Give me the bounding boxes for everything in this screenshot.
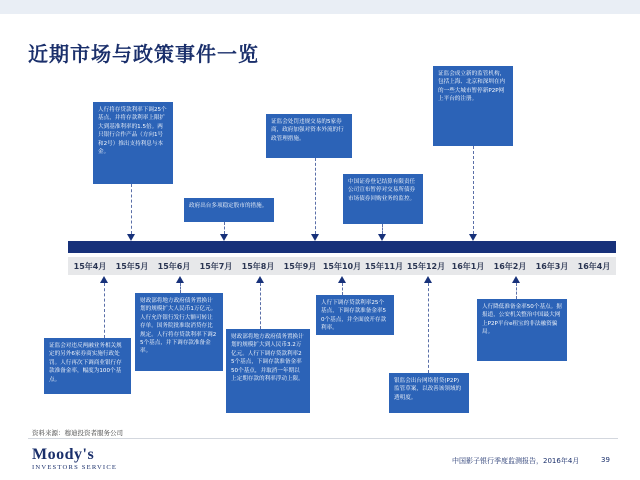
event-box: 证监会处罚违规交易的5家券商，政府加强对资本外流的行政管理措施。 (266, 114, 352, 158)
connector-line (104, 283, 106, 338)
connector-line (260, 283, 262, 329)
connector-arrow (176, 276, 184, 283)
connector-arrow (512, 276, 520, 283)
connector-line (224, 222, 226, 234)
month-label: 15年5月 (115, 262, 149, 271)
event-box: 银监会出台网络借贷(P2P)监管草案，以改善该领域的透明度。 (389, 373, 469, 413)
moodys-logo (32, 447, 117, 472)
connector-line (516, 283, 518, 299)
connector-line (428, 283, 430, 373)
event-box: 中国证券登记结算有限责任公司宣布暂停对交易所债券市场债券回购业务的监控。 (343, 174, 423, 224)
event-box: 政府出台多项稳定股市的措施。 (184, 198, 274, 222)
month-label: 16年2月 (493, 262, 527, 271)
logo-sub-text: INVESTORS SERVICE (32, 464, 118, 471)
event-box: 财政部将地方政府债务置换计划的规模扩大到人民币3.2万亿元。人行下调存贷款利率25个基点，下调存款准备金率50个基点，并取消一年期以上定期存款的利率浮动上限。 (226, 329, 310, 413)
logo-main-text: Moody's (32, 446, 95, 463)
connector-arrow (100, 276, 108, 283)
event-box: 人行下调存贷款利率25个基点，下调存款准备金率50个基点，并全面放开存款利率。 (316, 295, 394, 335)
event-box: 人行降低准备金率50个基点。据报道，公安机关整治中国最大网上P2P平台e租宝的非法融资骗局。 (477, 299, 567, 361)
connector-line (382, 224, 384, 234)
connector-arrow (256, 276, 264, 283)
month-label: 15年6月 (157, 262, 191, 271)
connector-arrow (220, 234, 228, 241)
event-box: 证监会成立新的监管机构，包括上海、北京和深圳在内的一些大城市暂停新P2P网上平台的注册。 (433, 66, 513, 146)
page-title: 近期市场与政策事件一览 (28, 42, 259, 66)
month-label: 15年10月 (322, 262, 362, 271)
connector-arrow (338, 276, 346, 283)
connector-line (473, 146, 475, 234)
connector-arrow (378, 234, 386, 241)
month-label: 15年12月 (406, 262, 446, 271)
footer-divider (28, 438, 618, 439)
month-label: 15年11月 (364, 262, 404, 271)
connector-arrow (127, 234, 135, 241)
report-caption: 中国影子银行季度监测报告，2016年4月 (452, 457, 580, 465)
month-label: 15年4月 (73, 262, 107, 271)
connector-line (342, 283, 344, 295)
month-label: 16年3月 (535, 262, 569, 271)
event-box: 人行将存贷款利率下调25个基点，并将存款利率上限扩大到基准利率的1.5倍。两只银行合作产品（方向1号和2号）推出支持利息与本金。 (93, 102, 173, 184)
month-label: 15年7月 (199, 262, 233, 271)
connector-line (180, 283, 182, 293)
event-box: 财政部将地方政府债务置换计划的规模扩大人民币1万亿元。人行允许银行发行大额可转让存单。国务院批准取消贷存比规定。人行将存贷款利率下调25个基点，并下调存款准备金率。 (135, 293, 223, 371)
connector-line (315, 158, 317, 234)
connector-arrow (311, 234, 319, 241)
month-label: 16年1月 (451, 262, 485, 271)
month-label: 15年8月 (241, 262, 275, 271)
month-label: 16年4月 (577, 262, 611, 271)
source-note: 资料来源：穆迪投资者服务公司 (32, 429, 123, 437)
connector-arrow (469, 234, 477, 241)
page-number: 39 (601, 456, 610, 464)
timeline-bar (68, 241, 616, 253)
event-box: 证监会对违反两融业务相关规定的另外6家券商实施行政处罚。人行再次下调商业银行存款准备金率，幅度为100个基点。 (44, 338, 131, 394)
connector-arrow (424, 276, 432, 283)
month-label: 15年9月 (283, 262, 317, 271)
connector-line (131, 184, 133, 234)
top-stripe (0, 0, 640, 14)
